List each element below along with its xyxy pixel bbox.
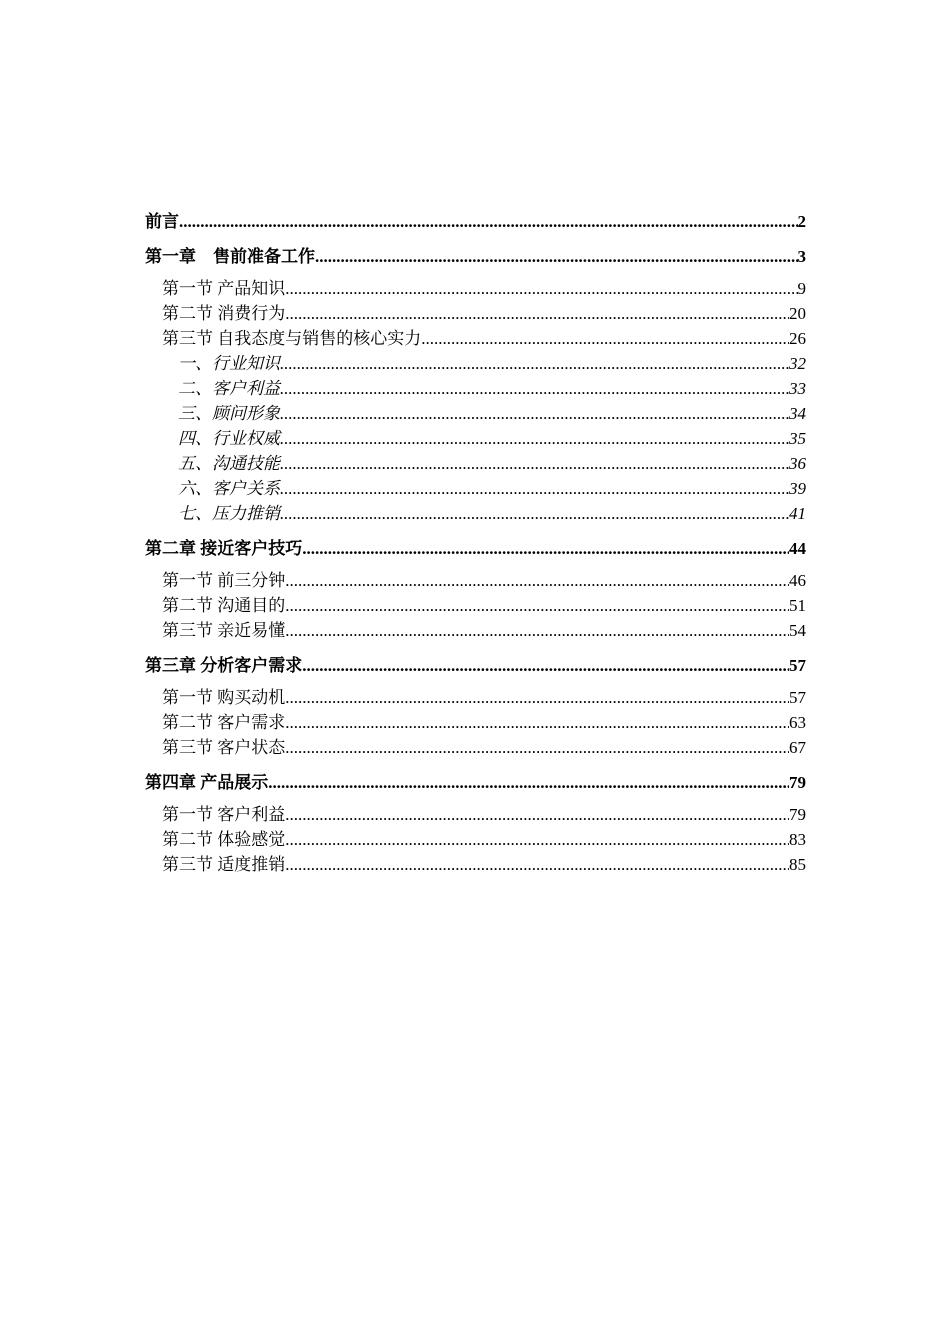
toc-entry-section[interactable] <box>145 593 806 618</box>
dot-leader <box>285 802 789 827</box>
toc-entry-chapter[interactable] <box>145 244 806 269</box>
toc-entry-page: 85 <box>789 855 806 874</box>
toc-entry-title: 第一章 售前准备工作 <box>145 247 315 266</box>
toc-entry-section[interactable] <box>145 710 806 735</box>
toc-entry-section[interactable] <box>145 685 806 710</box>
dot-leader <box>315 244 798 269</box>
dot-leader <box>285 593 789 618</box>
toc-entry-title: 二、客户利益 <box>178 379 280 398</box>
toc-entry-title: 三、顾问形象 <box>178 404 280 423</box>
toc-entry-item[interactable] <box>145 351 806 376</box>
dot-leader <box>285 568 789 593</box>
toc-entry-page: 20 <box>789 304 806 323</box>
toc-entry-page: 32 <box>789 354 806 373</box>
dot-leader <box>268 770 789 795</box>
toc-entry-item[interactable] <box>145 501 806 526</box>
dot-leader <box>280 351 789 376</box>
dot-leader <box>285 276 797 301</box>
toc-entry-title: 第一节 前三分钟 <box>162 571 286 590</box>
toc-entry-title: 第二节 沟通目的 <box>162 596 286 615</box>
dot-leader <box>280 376 789 401</box>
toc-entry-title: 六、客户关系 <box>178 479 280 498</box>
toc-entry-title: 第二章 接近客户技巧 <box>145 539 303 558</box>
toc-entry-title: 第二节 体验感觉 <box>162 830 286 849</box>
toc-entry-title: 第三节 适度推销 <box>162 855 286 874</box>
toc-entry-page: 35 <box>789 429 806 448</box>
toc-entry-section[interactable] <box>145 301 806 326</box>
dot-leader <box>285 852 789 877</box>
toc-entry-page: 54 <box>789 621 806 640</box>
dot-leader <box>421 326 789 351</box>
toc-entry-title: 前言 <box>145 212 179 231</box>
toc-entry-title: 第三章 分析客户需求 <box>145 656 303 675</box>
dot-leader <box>280 451 789 476</box>
toc-entry-page: 44 <box>789 539 806 558</box>
toc-entry-item[interactable] <box>145 426 806 451</box>
toc-entry-page: 3 <box>797 247 806 266</box>
toc-entry-item[interactable] <box>145 451 806 476</box>
toc-entry-title: 第一节 购买动机 <box>162 688 286 707</box>
toc-entry-page: 51 <box>789 596 806 615</box>
toc-entry-title: 第三节 亲近易懂 <box>162 621 286 640</box>
toc-entry-section[interactable] <box>145 276 806 301</box>
toc-entry-page: 26 <box>789 329 806 348</box>
toc-entry-title: 第四章 产品展示 <box>145 773 269 792</box>
dot-leader <box>285 301 789 326</box>
toc-entry-title: 第二节 消费行为 <box>162 304 286 323</box>
toc-entry-title: 四、行业权威 <box>178 429 280 448</box>
dot-leader <box>285 827 789 852</box>
toc-entry-section[interactable] <box>145 568 806 593</box>
toc-entry-page: 9 <box>797 279 806 298</box>
dot-leader <box>280 401 789 426</box>
toc-entry-page: 57 <box>789 656 806 675</box>
dot-leader <box>285 710 789 735</box>
toc-entry-section[interactable] <box>145 735 806 760</box>
dot-leader <box>280 501 789 526</box>
toc-entry-section[interactable] <box>145 852 806 877</box>
toc-entry-page: 79 <box>789 805 806 824</box>
toc-entry-page: 46 <box>789 571 806 590</box>
toc-entry-page: 67 <box>789 738 806 757</box>
toc-entry-title: 七、压力推销 <box>178 504 280 523</box>
toc-entry-page: 79 <box>789 773 806 792</box>
toc-entry-section[interactable] <box>145 827 806 852</box>
toc-entry-title: 五、沟通技能 <box>178 454 280 473</box>
dot-leader <box>285 735 789 760</box>
toc-entry-page: 34 <box>789 404 806 423</box>
toc-entry-title: 第一节 产品知识 <box>162 279 286 298</box>
toc-entry-page: 41 <box>789 504 806 523</box>
toc-entry-page: 2 <box>797 212 806 231</box>
toc-entry-section[interactable] <box>145 618 806 643</box>
toc-entry-page: 83 <box>789 830 806 849</box>
dot-leader <box>302 653 789 678</box>
dot-leader <box>302 536 789 561</box>
toc-entry-item[interactable] <box>145 376 806 401</box>
toc-entry-chapter[interactable] <box>145 770 806 795</box>
toc-entry-title: 一、行业知识 <box>178 354 280 373</box>
toc-entry-title: 第三节 客户状态 <box>162 738 286 757</box>
dot-leader <box>179 209 798 234</box>
dot-leader <box>280 426 789 451</box>
toc-entry-page: 57 <box>789 688 806 707</box>
toc-entry-title: 第二节 客户需求 <box>162 713 286 732</box>
dot-leader <box>285 685 789 710</box>
toc-entry-chapter[interactable] <box>145 653 806 678</box>
toc-entry-item[interactable] <box>145 401 806 426</box>
toc-entry-chapter[interactable] <box>145 536 806 561</box>
toc-entry-section[interactable] <box>145 802 806 827</box>
toc-entry-chapter[interactable] <box>145 209 806 234</box>
toc-entry-page: 36 <box>789 454 806 473</box>
dot-leader <box>285 618 789 643</box>
table-of-contents <box>145 209 806 877</box>
toc-entry-item[interactable] <box>145 476 806 501</box>
dot-leader <box>280 476 789 501</box>
toc-entry-page: 39 <box>789 479 806 498</box>
toc-entry-section[interactable] <box>145 326 806 351</box>
toc-entry-title: 第三节 自我态度与销售的核心实力 <box>162 329 422 348</box>
toc-entry-title: 第一节 客户利益 <box>162 805 286 824</box>
toc-entry-page: 63 <box>789 713 806 732</box>
toc-entry-page: 33 <box>789 379 806 398</box>
